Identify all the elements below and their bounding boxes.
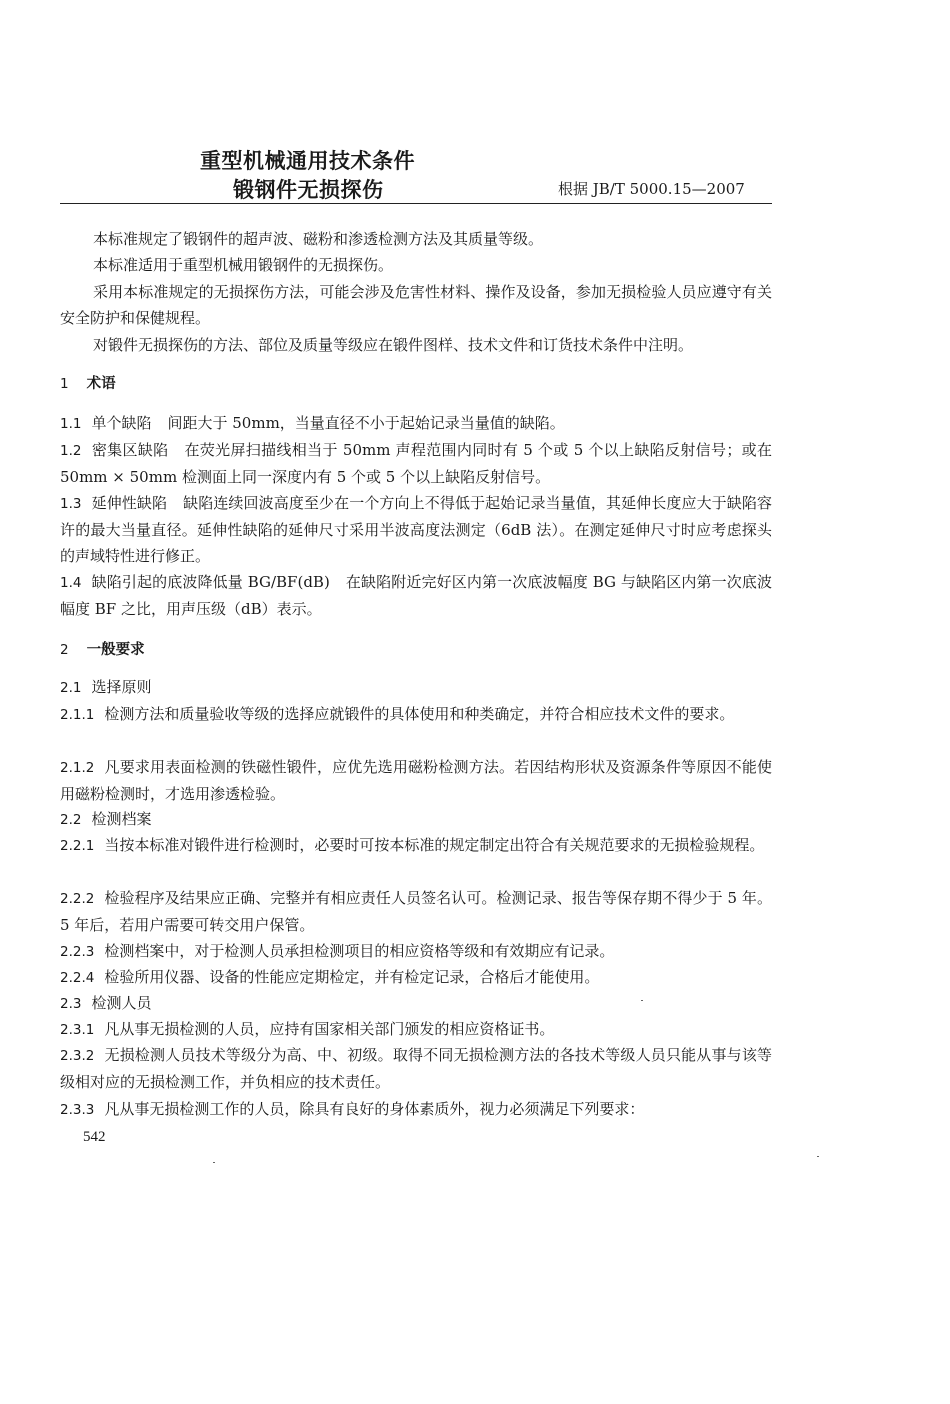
clause-number: 2.3.2 xyxy=(60,1048,95,1064)
clause xyxy=(60,832,772,859)
document-title-line2: 锻钢件无损探伤 xyxy=(233,178,384,202)
clause xyxy=(60,1096,772,1123)
clause-number: 2.3.1 xyxy=(60,1022,95,1038)
clause-number: 2.3 xyxy=(60,996,82,1012)
section-title: 一般要求 xyxy=(86,642,145,658)
term-entry xyxy=(60,410,772,437)
clause-number: 2.2.2 xyxy=(60,891,95,907)
header-rule xyxy=(60,203,772,204)
term-name: 密集区缺陷 xyxy=(91,441,169,459)
scan-speck xyxy=(213,1162,215,1163)
scan-speck xyxy=(817,1156,819,1157)
term-name: 延伸性缺陷 xyxy=(91,494,168,512)
clause xyxy=(60,754,772,807)
clause xyxy=(60,701,772,728)
intro-paragraph: 本标准规定了锻钢件的超声波、磁粉和渗透检测方法及其质量等级。 xyxy=(93,230,544,248)
document-title-line1: 重型机械通用技术条件 xyxy=(200,149,415,173)
clause-number: 2.2.4 xyxy=(60,970,95,986)
clause-number: 2.2 xyxy=(60,812,82,828)
clause-number: 1.1 xyxy=(60,416,82,432)
term-entry xyxy=(60,490,772,569)
clause xyxy=(60,1016,772,1043)
clause xyxy=(60,938,772,965)
clause-text: 检测档案中，对于检测人员承担检测项目的相应资格等级和有效期应有记录。 xyxy=(104,942,615,960)
intro-paragraph: 本标准适用于重型机械用锻钢件的无损探伤。 xyxy=(93,256,394,274)
clause-number: 1.2 xyxy=(60,443,82,459)
clause-number: 2.1.2 xyxy=(60,760,95,776)
clause-text: 选择原则 xyxy=(91,678,152,696)
clause-number: 1.3 xyxy=(60,496,82,512)
term-definition: 在荧光屏扫描线相当于 50mm 声程范围内同时有 5 个或 5 个以上缺陷反射信号；或在 50mm × 50mm 检测面上同一深度内有 5 个或 5 个以上缺陷反射信号。 xyxy=(60,441,772,486)
page-number: 542 xyxy=(83,1129,106,1145)
clause-number: 2.3.3 xyxy=(60,1102,95,1118)
term-definition: 缺陷连续回波高度至少在一个方向上不得低于起始记录当量值，其延伸长度应大于缺陷容许的最大当量直径。延伸性缺陷的延伸尺寸采用半波高度法测定（6dB 法）。在测定延伸尺寸时应考虑探头的声域特性进行修正。 xyxy=(60,494,772,565)
clause xyxy=(60,964,772,991)
clause-number: 2.1.1 xyxy=(60,707,95,723)
term-entry xyxy=(60,437,772,490)
clause-text: 凡要求用表面检测的铁磁性锻件，应优先选用磁粉检测方法。若因结构形状及资源条件等原因不能使用磁粉检测时，才选用渗透检验。 xyxy=(60,758,772,803)
section-heading xyxy=(60,370,772,397)
clause xyxy=(60,1042,772,1095)
term-name: 缺陷引起的底波降低量 BG/BF(dB) xyxy=(91,573,330,591)
intro-paragraph: 采用本标准规定的无损探伤方法，可能会涉及危害性材料、操作及设备，参加无损检验人员应遵守有关安全防护和保健规程。 xyxy=(60,283,772,327)
clause-text: 凡从事无损检测工作的人员，除具有良好的身体素质外，视力必须满足下列要求： xyxy=(104,1100,645,1118)
clause-text: 检测档案 xyxy=(91,810,152,828)
section-number: 2 xyxy=(60,642,69,658)
clause xyxy=(60,806,772,833)
term-entry xyxy=(60,569,772,622)
clause-number: 2.2.3 xyxy=(60,944,95,960)
clause-text: 检验所用仪器、设备的性能应定期检定，并有检定记录，合格后才能使用。 xyxy=(104,968,600,986)
term-definition: 在缺陷附近完好区内第一次底波幅度 BG 与缺陷区内第一次底波幅度 BF 之比，用声压级（dB）表示。 xyxy=(60,573,772,618)
clause-number: 1.4 xyxy=(60,575,82,591)
intro-paragraph: 对锻件无损探伤的方法、部位及质量等级应在锻件图样、技术文件和订货技术条件中注明。 xyxy=(93,336,694,354)
clause xyxy=(60,990,772,1017)
clause-text: 无损检测人员技术等级分为高、中、初级。取得不同无损检测方法的各技术等级人员只能从事与该等级相对应的无损检测工作，并负相应的技术责任。 xyxy=(60,1046,772,1091)
clause-text: 当按本标准对锻件进行检测时，必要时可按本标准的规定制定出符合有关规范要求的无损检验规程。 xyxy=(104,836,765,854)
section-heading xyxy=(60,636,772,663)
clause-text: 凡从事无损检测的人员，应持有国家相关部门颁发的相应资格证书。 xyxy=(104,1020,555,1038)
clause-text: 检测方法和质量验收等级的选择应就锻件的具体使用和种类确定，并符合相应技术文件的要求。 xyxy=(104,705,735,723)
clause-text: 检验程序及结果应正确、完整并有相应责任人员签名认可。检测记录、报告等保存期不得少于 5 年。5 年后，若用户需要可转交用户保管。 xyxy=(60,889,772,934)
term-name: 单个缺陷 xyxy=(91,414,152,432)
section-title: 术语 xyxy=(86,376,116,392)
scan-speck xyxy=(641,1000,643,1001)
clause-text: 检测人员 xyxy=(91,994,152,1012)
standard-reference: 根据 JB/T 5000.15—2007 xyxy=(558,180,745,198)
clause xyxy=(60,674,772,701)
section-number: 1 xyxy=(60,376,69,392)
clause-number: 2.1 xyxy=(60,680,82,696)
clause xyxy=(60,885,772,938)
term-definition: 间距大于 50mm，当量直径不小于起始记录当量值的缺陷。 xyxy=(167,414,565,432)
clause-number: 2.2.1 xyxy=(60,838,95,854)
